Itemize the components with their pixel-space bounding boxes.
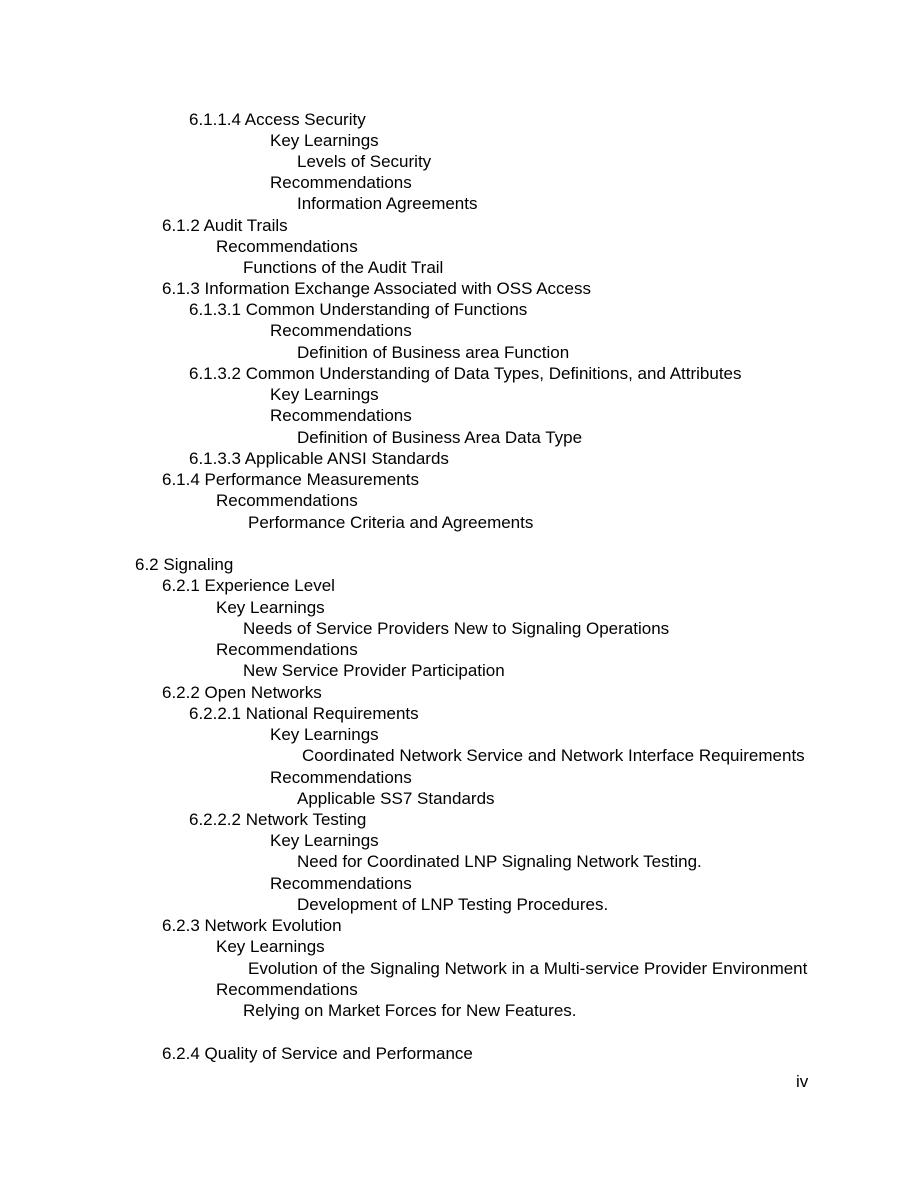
toc-entry: 6.2.2.1 National Requirements [189, 704, 419, 723]
page-number: iv [796, 1072, 809, 1091]
toc-entry: Key Learnings [270, 831, 379, 850]
toc-entry: 6.2 Signaling [135, 555, 234, 574]
toc-entry: Levels of Security [297, 152, 432, 171]
toc-entry: 6.1.2 Audit Trails [162, 216, 288, 235]
toc-entry: Needs of Service Providers New to Signaling Operations [243, 619, 670, 638]
toc-entry: Recommendations [216, 237, 358, 256]
toc-entry: 6.1.3 Information Exchange Associated with OSS Access [162, 279, 592, 298]
toc-entry: Key Learnings [270, 725, 379, 744]
toc-entry: Coordinated Network Service and Network Interface Requirements [302, 746, 805, 765]
toc-entry: Performance Criteria and Agreements [248, 513, 534, 532]
toc-entry: Key Learnings [270, 131, 379, 150]
toc-entry: Development of LNP Testing Procedures. [297, 895, 609, 914]
toc-entry: 6.2.2.2 Network Testing [189, 810, 367, 829]
toc-entry: Applicable SS7 Standards [297, 789, 495, 808]
toc-entry: 6.2.4 Quality of Service and Performance [162, 1044, 473, 1063]
toc-entry: Evolution of the Signaling Network in a Multi-service Provider Environment [248, 959, 808, 978]
toc-entry: Need for Coordinated LNP Signaling Network Testing. [297, 852, 702, 871]
toc-entry: Recommendations [216, 640, 358, 659]
toc-entry: Recommendations [270, 406, 412, 425]
toc-entry: Recommendations [270, 874, 412, 893]
toc-entry: Recommendations [270, 173, 412, 192]
toc-entry: Definition of Business Area Data Type [297, 428, 583, 447]
toc-entry: Recommendations [270, 321, 412, 340]
toc-entry: 6.2.2 Open Networks [162, 683, 322, 702]
toc-entry: 6.1.1.4 Access Security [189, 110, 366, 129]
toc-entry: Functions of the Audit Trail [243, 258, 444, 277]
toc-entry: 6.1.3.2 Common Understanding of Data Types, Definitions, and Attributes [189, 364, 742, 383]
toc-entry: Relying on Market Forces for New Features. [243, 1001, 577, 1020]
toc-entry: Key Learnings [270, 385, 379, 404]
toc-entry: 6.1.3.1 Common Understanding of Functions [189, 300, 528, 319]
toc-entry: Key Learnings [216, 937, 325, 956]
toc-entry: 6.1.4 Performance Measurements [162, 470, 420, 489]
toc-entry: Definition of Business area Function [297, 343, 570, 362]
toc-entry: 6.1.3.3 Applicable ANSI Standards [189, 449, 449, 468]
toc-entry: Recommendations [216, 491, 358, 510]
toc-entry: 6.2.1 Experience Level [162, 576, 335, 595]
toc-entry: Key Learnings [216, 598, 325, 617]
toc-entry: Recommendations [216, 980, 358, 999]
toc-entry: Recommendations [270, 768, 412, 787]
toc-entry: New Service Provider Participation [243, 661, 505, 680]
toc-entry: 6.2.3 Network Evolution [162, 916, 342, 935]
toc-entry: Information Agreements [297, 194, 478, 213]
